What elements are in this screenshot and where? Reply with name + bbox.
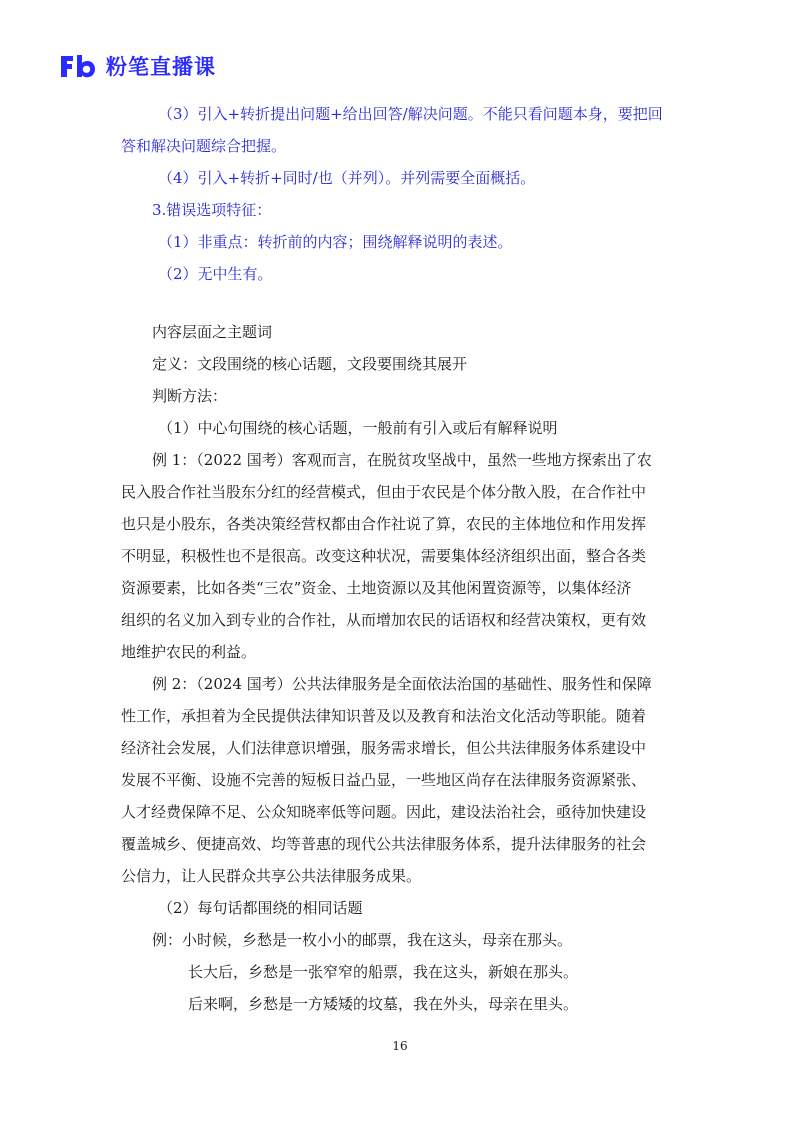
example-line: 例 2：（2024 国考）公共法律服务是全面依法治国的基础性、服务性和保障 — [152, 675, 652, 693]
page-number: 16 — [392, 1039, 408, 1053]
example-line: 性工作，承担着为全民提供法律知识普及以及教育和法治文化活动等职能。随着 — [121, 707, 647, 725]
example-line: 资源要素，比如各类“三农”资金、土地资源以及其他闲置资源等，以集体经济 — [121, 579, 632, 597]
brand-name: 粉笔直播课 — [106, 55, 216, 79]
example-line: 地维护农民的利益。 — [121, 643, 257, 661]
blue-text-line: 答和解决问题综合把握。 — [121, 137, 287, 155]
blue-text-line: 3.错误选项特征： — [152, 201, 272, 219]
section-title: 内容层面之主题词 — [152, 323, 273, 341]
method-label: 判断方法： — [152, 387, 228, 405]
header — [58, 50, 216, 82]
definition-text: 定义：文段围绕的核心话题，文段要围绕其展开 — [152, 355, 468, 373]
method-2-text: （2）每句话都围绕的相同话题 — [158, 899, 363, 917]
poem-line: 例：小时候，乡愁是一枚小小的邮票，我在这头，母亲在那头。 — [152, 931, 573, 949]
poem-line: 后来啊，乡愁是一方矮矮的坟墓，我在外头，母亲在里头。 — [188, 995, 579, 1013]
example-line: 经济社会发展，人们法律意识增强，服务需求增长，但公共法律服务体系建设中 — [121, 739, 647, 757]
blue-text-line: （1）非重点：转折前的内容；围绕解释说明的表述。 — [158, 233, 513, 251]
poem-line: 长大后，乡愁是一张窄窄的船票，我在这头，新娘在那头。 — [188, 963, 579, 981]
fenbi-logo-icon — [58, 52, 98, 80]
method-1-text: （1）中心句围绕的核心话题，一般前有引入或后有解释说明 — [158, 419, 558, 437]
example-line: 发展不平衡、设施不完善的短板日益凸显，一些地区尚存在法律服务资源紧张、 — [121, 771, 647, 789]
example-line: 人才经费保障不足、公众知晓率低等问题。因此，建设法治社会，亟待加快建设 — [121, 803, 647, 821]
example-line: 不明显，积极性也不是很高。改变这种状况，需要集体经济组织出面，整合各类 — [121, 547, 647, 565]
example-line: 覆盖城乡、便捷高效、均等普惠的现代公共法律服务体系，提升法律服务的社会 — [121, 835, 647, 853]
blue-text-line: （4）引入+转折+同时/也（并列）。并列需要全面概括。 — [158, 169, 536, 187]
example-line: 例 1：（2022 国考）客观而言，在脱贫攻坚战中，虽然一些地方探索出了农 — [152, 451, 652, 469]
example-line: 组织的名义加入到专业的合作社，从而增加农民的话语权和经营决策权，更有效 — [121, 611, 647, 629]
example-line: 也只是小股东，各类决策经营权都由合作社说了算，农民的主体地位和作用发挥 — [121, 515, 647, 533]
blue-text-line: （3）引入+转折提出问题+给出回答/解决问题。不能只看问题本身，要把回 — [158, 105, 663, 123]
example-line: 公信力，让人民群众共享公共法律服务成果。 — [121, 867, 422, 885]
example-line: 民入股合作社当股东分红的经营模式，但由于农民是个体分散入股，在合作社中 — [121, 483, 647, 501]
blue-text-line: （2）无中生有。 — [158, 265, 273, 283]
